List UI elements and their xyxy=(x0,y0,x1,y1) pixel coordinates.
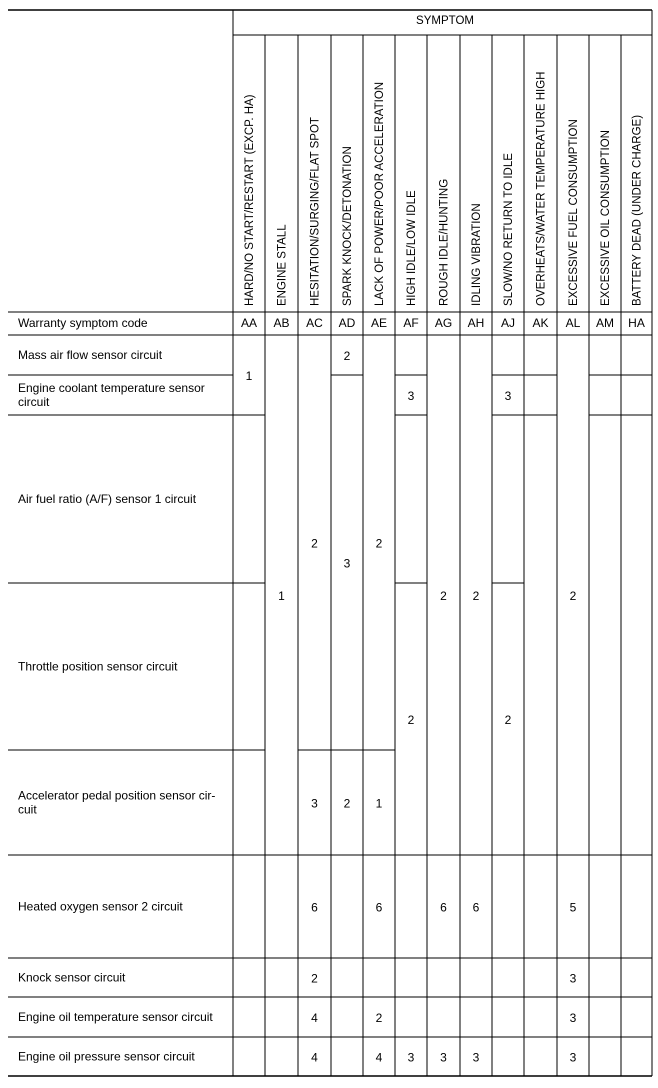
matrix-cell-value: 2 xyxy=(343,349,351,363)
table-grid xyxy=(8,10,652,1076)
warranty-code: AH xyxy=(467,316,485,330)
symptom-header: EXCESSIVE OIL CONSUMPTION xyxy=(600,130,612,306)
matrix-cell-value: 1 xyxy=(375,796,383,811)
matrix-cell-value: 3 xyxy=(504,389,512,403)
row-label: Heated oxygen sensor 2 circuit xyxy=(18,899,183,914)
symptom-header: SPARK KNOCK/DETONATION xyxy=(342,146,354,306)
symptom-header: OVERHEATS/WATER TEMPERATURE HIGH xyxy=(535,71,548,306)
row-label: Engine oil temperature sensor circuit xyxy=(18,1010,213,1024)
matrix-cell-value: 2 xyxy=(375,1011,383,1025)
matrix-cell-value: 3 xyxy=(311,796,318,811)
symptom-column-headers xyxy=(244,72,644,307)
matrix-cell-value: 3 xyxy=(472,1050,480,1065)
warranty-code: AF xyxy=(403,316,419,330)
matrix-cell-value: 3 xyxy=(569,1011,577,1025)
row-labels xyxy=(18,348,215,1064)
symptom-header: BATTERY DEAD (UNDER CHARGE) xyxy=(631,114,644,306)
symptom-header: ROUGH IDLE/HUNTING xyxy=(438,178,451,306)
symptom-super-header: SYMPTOM xyxy=(416,15,474,27)
matrix-cell-value: 3 xyxy=(407,389,415,403)
matrix-cell-value: 6 xyxy=(472,900,480,915)
matrix-cell-value: 4 xyxy=(375,1050,383,1065)
matrix-cell-value: 6 xyxy=(440,900,447,915)
warranty-code: AA xyxy=(240,316,258,330)
matrix-cell-value: 4 xyxy=(311,1011,318,1025)
symptom-header: ENGINE STALL xyxy=(276,224,289,306)
matrix-cell-value: 3 xyxy=(440,1050,447,1065)
matrix-cell-value: 2 xyxy=(375,536,383,551)
warranty-code: AL xyxy=(565,316,581,330)
matrix-cell-value: 2 xyxy=(472,589,480,603)
symptom-header: IDLING VIBRATION xyxy=(471,203,483,306)
matrix-cell-value: 2 xyxy=(504,713,512,727)
warranty-code: AD xyxy=(338,316,356,330)
row-label: cuit xyxy=(18,802,37,817)
matrix-cell-value: 2 xyxy=(311,536,318,551)
matrix-cell-value: 2 xyxy=(407,713,415,727)
row-label: Mass air flow sensor circuit xyxy=(18,348,163,362)
matrix-cell-value: 2 xyxy=(569,589,577,603)
matrix-cell-value: 1 xyxy=(245,369,253,383)
symptom-header: HESITATION/SURGING/FLAT SPOT xyxy=(309,117,322,306)
symptom-header: EXCESSIVE FUEL CONSUMPTION xyxy=(568,119,580,306)
symptom-header: LACK OF POWER/POOR ACCELERATION xyxy=(374,81,386,306)
matrix-cell-value: 6 xyxy=(375,900,383,915)
warranty-code: AK xyxy=(532,316,549,330)
warranty-code: HA xyxy=(628,316,645,330)
warranty-code: AC xyxy=(306,316,323,330)
warranty-code: AB xyxy=(273,316,290,330)
warranty-code-row-label: Warranty symptom code xyxy=(18,316,148,330)
matrix-cells xyxy=(246,349,577,1065)
warranty-code: AM xyxy=(596,316,614,330)
matrix-cell-value: 2 xyxy=(440,589,447,603)
matrix-cell-value: 2 xyxy=(343,796,351,811)
row-label: Air fuel ratio (A/F) sensor 1 circuit xyxy=(18,492,197,506)
matrix-cell-value: 2 xyxy=(311,971,318,986)
row-label: Throttle position sensor circuit xyxy=(18,659,178,674)
row-label: Engine coolant temperature sensor xyxy=(18,381,205,395)
warranty-code: AJ xyxy=(500,316,516,330)
warranty-code-row xyxy=(241,316,645,330)
warranty-code: AG xyxy=(434,316,453,330)
row-label: Accelerator pedal position sensor cir- xyxy=(18,788,216,803)
row-label: circuit xyxy=(18,395,50,409)
matrix-cell-value: 3 xyxy=(343,556,351,571)
matrix-cell-value: 5 xyxy=(569,900,577,915)
matrix-cell-value: 3 xyxy=(407,1050,415,1065)
row-label: Knock sensor circuit xyxy=(18,970,126,985)
matrix-cell-value: 4 xyxy=(311,1050,318,1065)
matrix-cell-value: 3 xyxy=(569,971,577,986)
warranty-code: AE xyxy=(370,316,388,330)
row-label: Engine oil pressure sensor circuit xyxy=(18,1049,195,1064)
symptom-header: HIGH IDLE/LOW IDLE xyxy=(406,190,418,306)
matrix-cell-value: 6 xyxy=(311,900,318,915)
symptom-header: SLOW/NO RETURN TO IDLE xyxy=(503,153,515,306)
symptom-header: HARD/NO START/RESTART (EXCP. HA) xyxy=(244,94,256,306)
matrix-cell-value: 3 xyxy=(569,1050,577,1065)
matrix-cell-value: 1 xyxy=(278,589,285,603)
